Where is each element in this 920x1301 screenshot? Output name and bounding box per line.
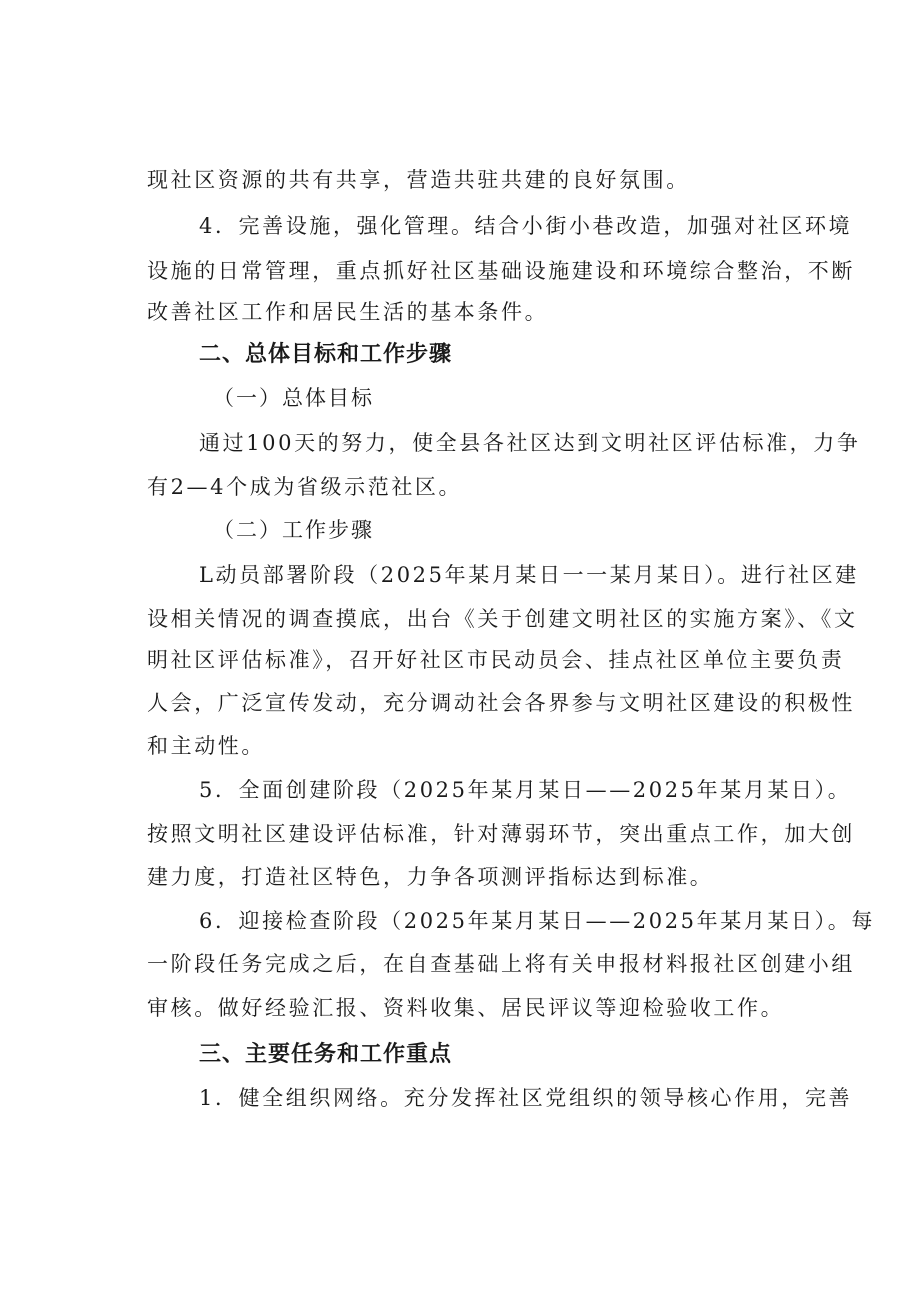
text-line: 审核。做好经验汇报、资料收集、居民评议等迎检验收工作。: [147, 996, 785, 1020]
section-heading: 三、主要任务和工作重点: [199, 1042, 453, 1067]
text-line: 1．健全组织网络。充分发挥社区党组织的领导核心作用，完善: [199, 1086, 853, 1110]
text-line: 设相关情况的调查摸底，出台《关于创建文明社区的实施方案》、《文: [147, 607, 858, 631]
text-line: 现社区资源的共有共享，营造共驻共建的良好氛围。: [147, 168, 690, 192]
text-line: 人会，广泛宣传发动，充分调动社会各界参与文明社区建设的积极性: [147, 691, 855, 715]
text-line: 建力度，打造社区特色，力争各项测评指标达到标准。: [147, 865, 714, 889]
text-line: 和主动性。: [147, 734, 265, 758]
sub-heading: （二）工作步骤: [213, 518, 374, 542]
text-line: 通过100天的努力，使全县各社区达到文明社区评估标准，力争: [199, 431, 861, 455]
text-line: 按照文明社区建设评估标准，针对薄弱环节，突出重点工作，加大创: [147, 822, 855, 846]
text-line: 明社区评估标准》，召开好社区市民动员会、挂点社区单位主要负责: [147, 648, 845, 672]
text-line: 6．迎接检查阶段（2025年某月某日——2025年某月某日）。每: [199, 909, 875, 933]
text-line: L动员部署阶段（2025年某月某日一一某月某日）。进行社区建: [199, 563, 859, 587]
text-line: 改善社区工作和居民生活的基本条件。: [147, 300, 549, 324]
text-line: 5．全面创建阶段（2025年某月某日——2025年某月某日）。: [199, 778, 852, 802]
text-line: 有2—4个成为省级示范社区。: [147, 475, 463, 499]
text-line: 4．完善设施，强化管理。结合小街小巷改造，加强对社区环境: [199, 214, 853, 238]
section-heading: 二、总体目标和工作步骤: [199, 342, 453, 367]
sub-heading: （一）总体目标: [213, 386, 374, 410]
text-line: 一阶段任务完成之后，在自查基础上将有关申报材料报社区创建小组: [147, 952, 855, 976]
text-line: 设施的日常管理，重点抓好社区基础设施建设和环境综合整治，不断: [147, 259, 855, 283]
